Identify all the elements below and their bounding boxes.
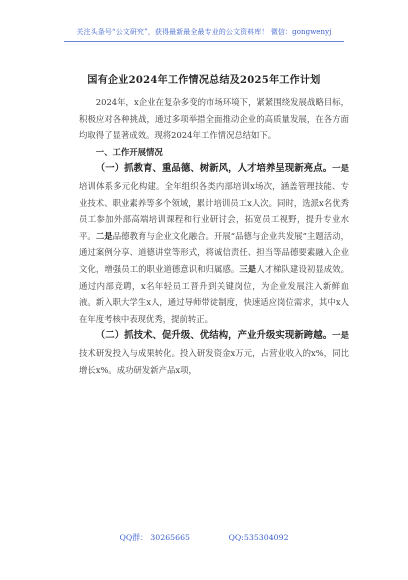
document-title: 国有企业2024年工作情况总结及2025年工作计划 <box>87 75 321 86</box>
paragraph-training <box>79 160 349 327</box>
subsection-heading: （一）抓教育、重品德、树新风，人才培养呈现新亮点。 <box>95 163 333 175</box>
footer-contacts <box>0 532 408 543</box>
subsection-heading: （二）抓技术、促升级、优结构，产业升级实现新跨越。 <box>95 330 333 342</box>
point-marker: 一是 <box>332 330 350 341</box>
point-text: 培训体系多元化构建。全年组织各类内部培训x场次，涵盖管理技能、专业技术、职业素养等多个领域，累计培训员工x人次。同时，选派x名优秀员工参加外部高端培训课程和行业研讨会，拓宽员工视野，提升专业水平。 <box>79 180 349 241</box>
header-rule <box>64 41 344 42</box>
point-marker: 二是 <box>95 230 113 241</box>
point-text: 品德教育与企业文化融合。开展“品德与企业共发展”主题活动，通过案例分享、道德讲堂等形式，将诚信责任、担当等品德要素融入企业文化，增强员工的职业道德意识和归属感。 <box>79 230 350 274</box>
point-text: 人才梯队建设初显成效。通过内部竞聘，x名年轻员工晋升到关键岗位，为企业发展注入新鲜血液。新入职大学生x人，通过导师带徒制度，快速适应岗位需求，其中x人在年度考核中表现优秀，提前转正。 <box>79 263 350 324</box>
qq-number: QQ:535304092 <box>228 533 289 542</box>
paragraph-technology <box>79 327 349 378</box>
document-body <box>79 94 349 378</box>
point-marker: 三是 <box>239 263 257 274</box>
intro-paragraph: 2024年，x企业在复杂多变的市场环境下，紧紧围绕发展战略目标，积极应对各种挑战，通过多项举措全面推动企业的高质量发展，在各方面均取得了显著成效。现将2024年工作情况总结如下。 <box>79 97 349 141</box>
section-heading: 一、工作开展情况 <box>95 146 163 157</box>
header-banner: 关注头条号“公文研究”，获得最新最全最专业的公文资料库！ 微信：gongwenyj <box>76 28 332 36</box>
point-text: 技术研发投入与成果转化。投入研发资金x万元，占营业收入的x%，同比增长x%。成功研发新产品x项， <box>79 347 349 375</box>
point-marker: 一是 <box>332 163 350 174</box>
qq-group: QQ群： 30265665 <box>119 533 190 542</box>
